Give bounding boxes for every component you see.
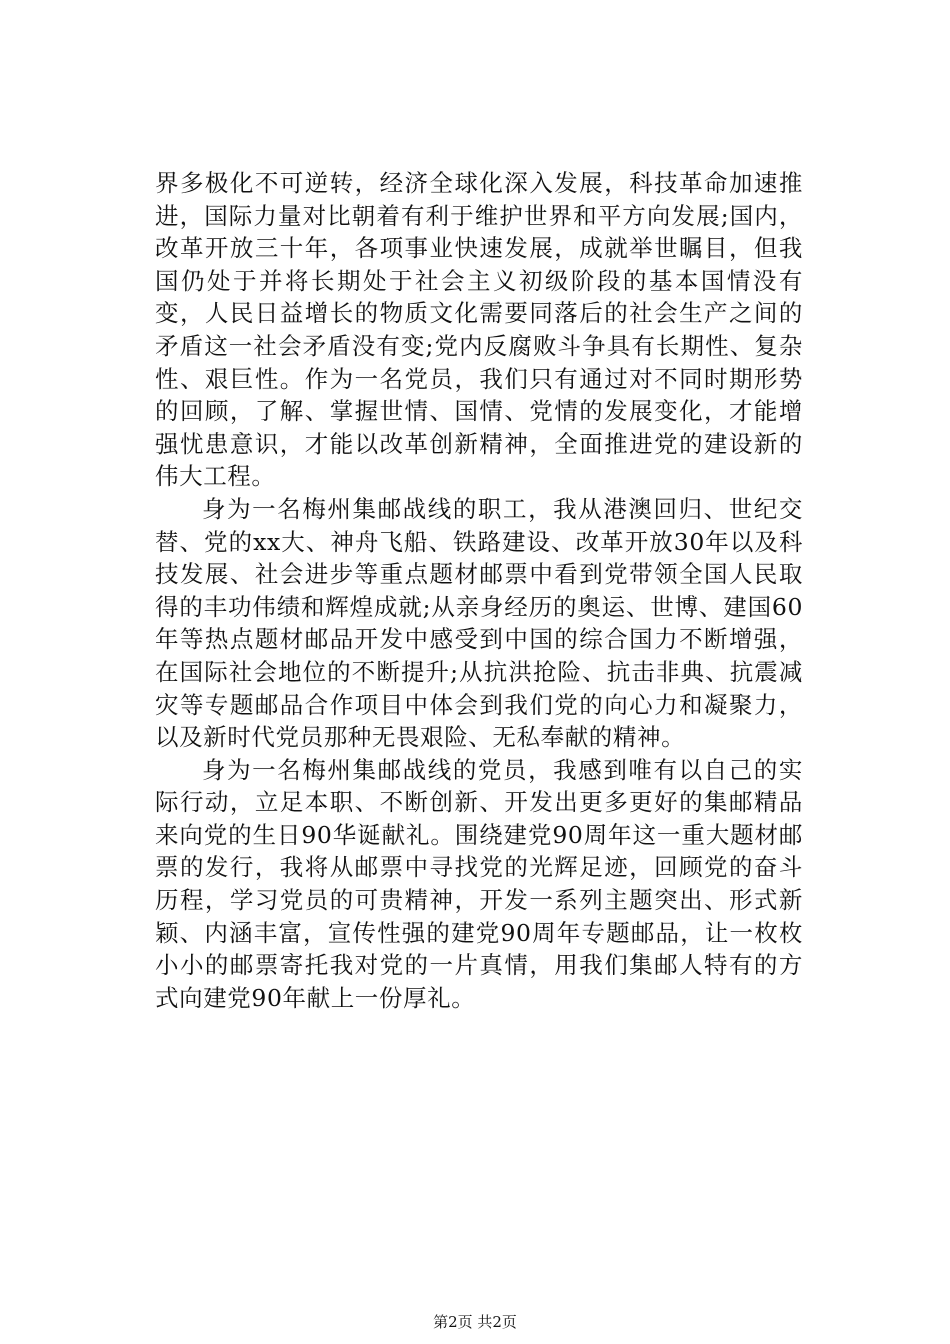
document-body bbox=[155, 167, 803, 1014]
page-footer: 第2页 共2页 bbox=[433, 1313, 517, 1331]
paragraph-1: 界多极化不可逆转，经济全球化深入发展，科技革命加速推进，国际力量对比朝着有利于维护世界和平方向发展;国内，改革开放三十年，各项事业快速发展，成就举世瞩目，但我国仍处于并将长期处于社会主义初级阶段的基本国情没有变，人民日益增长的物质文化需要同落后的社会生产之间的矛盾这一社会矛盾没有变;党内反腐败斗争具有长期性、复杂性、艰巨性。作为一名党员，我们只有通过对不同时期形势的回顾，了解、掌握世情、国情、党情的发展变化，才能增强忧患意识，才能以改革创新精神，全面推进党的建设新的伟大工程。 bbox=[155, 169, 803, 491]
paragraph-3: 身为一名梅州集邮战线的党员，我感到唯有以自己的实际行动，立足本职、不断创新、开发出更多更好的集邮精品来向党的生日90华诞献礼。围绕建党90周年这一重大题材邮票的发行，我将从邮票中寻找党的光辉足迹，回顾党的奋斗历程，学习党员的可贵精神，开发一系列主题突出、形式新颖、内涵丰富，宣传性强的建党90周年专题邮品，让一枚枚小小的邮票寄托我对党的一片真情，用我们集邮人特有的方式向建党90年献上一份厚礼。 bbox=[155, 755, 803, 1012]
paragraph-2: 身为一名梅州集邮战线的职工，我从港澳回归、世纪交替、党的xx大、神舟飞船、铁路建设、改革开放30年以及科技发展、社会进步等重点题材邮票中看到党带领全国人民取得的丰功伟绩和辉煌成就;从亲身经历的奥运、世博、建国60年等热点题材邮品开发中感受到中国的综合国力不断增强，在国际社会地位的不断提升;从抗洪抢险、抗击非典、抗震减灾等专题邮品合作项目中体会到我们党的向心力和凝聚力，以及新时代党员那种无畏艰险、无私奉献的精神。 bbox=[155, 494, 803, 752]
